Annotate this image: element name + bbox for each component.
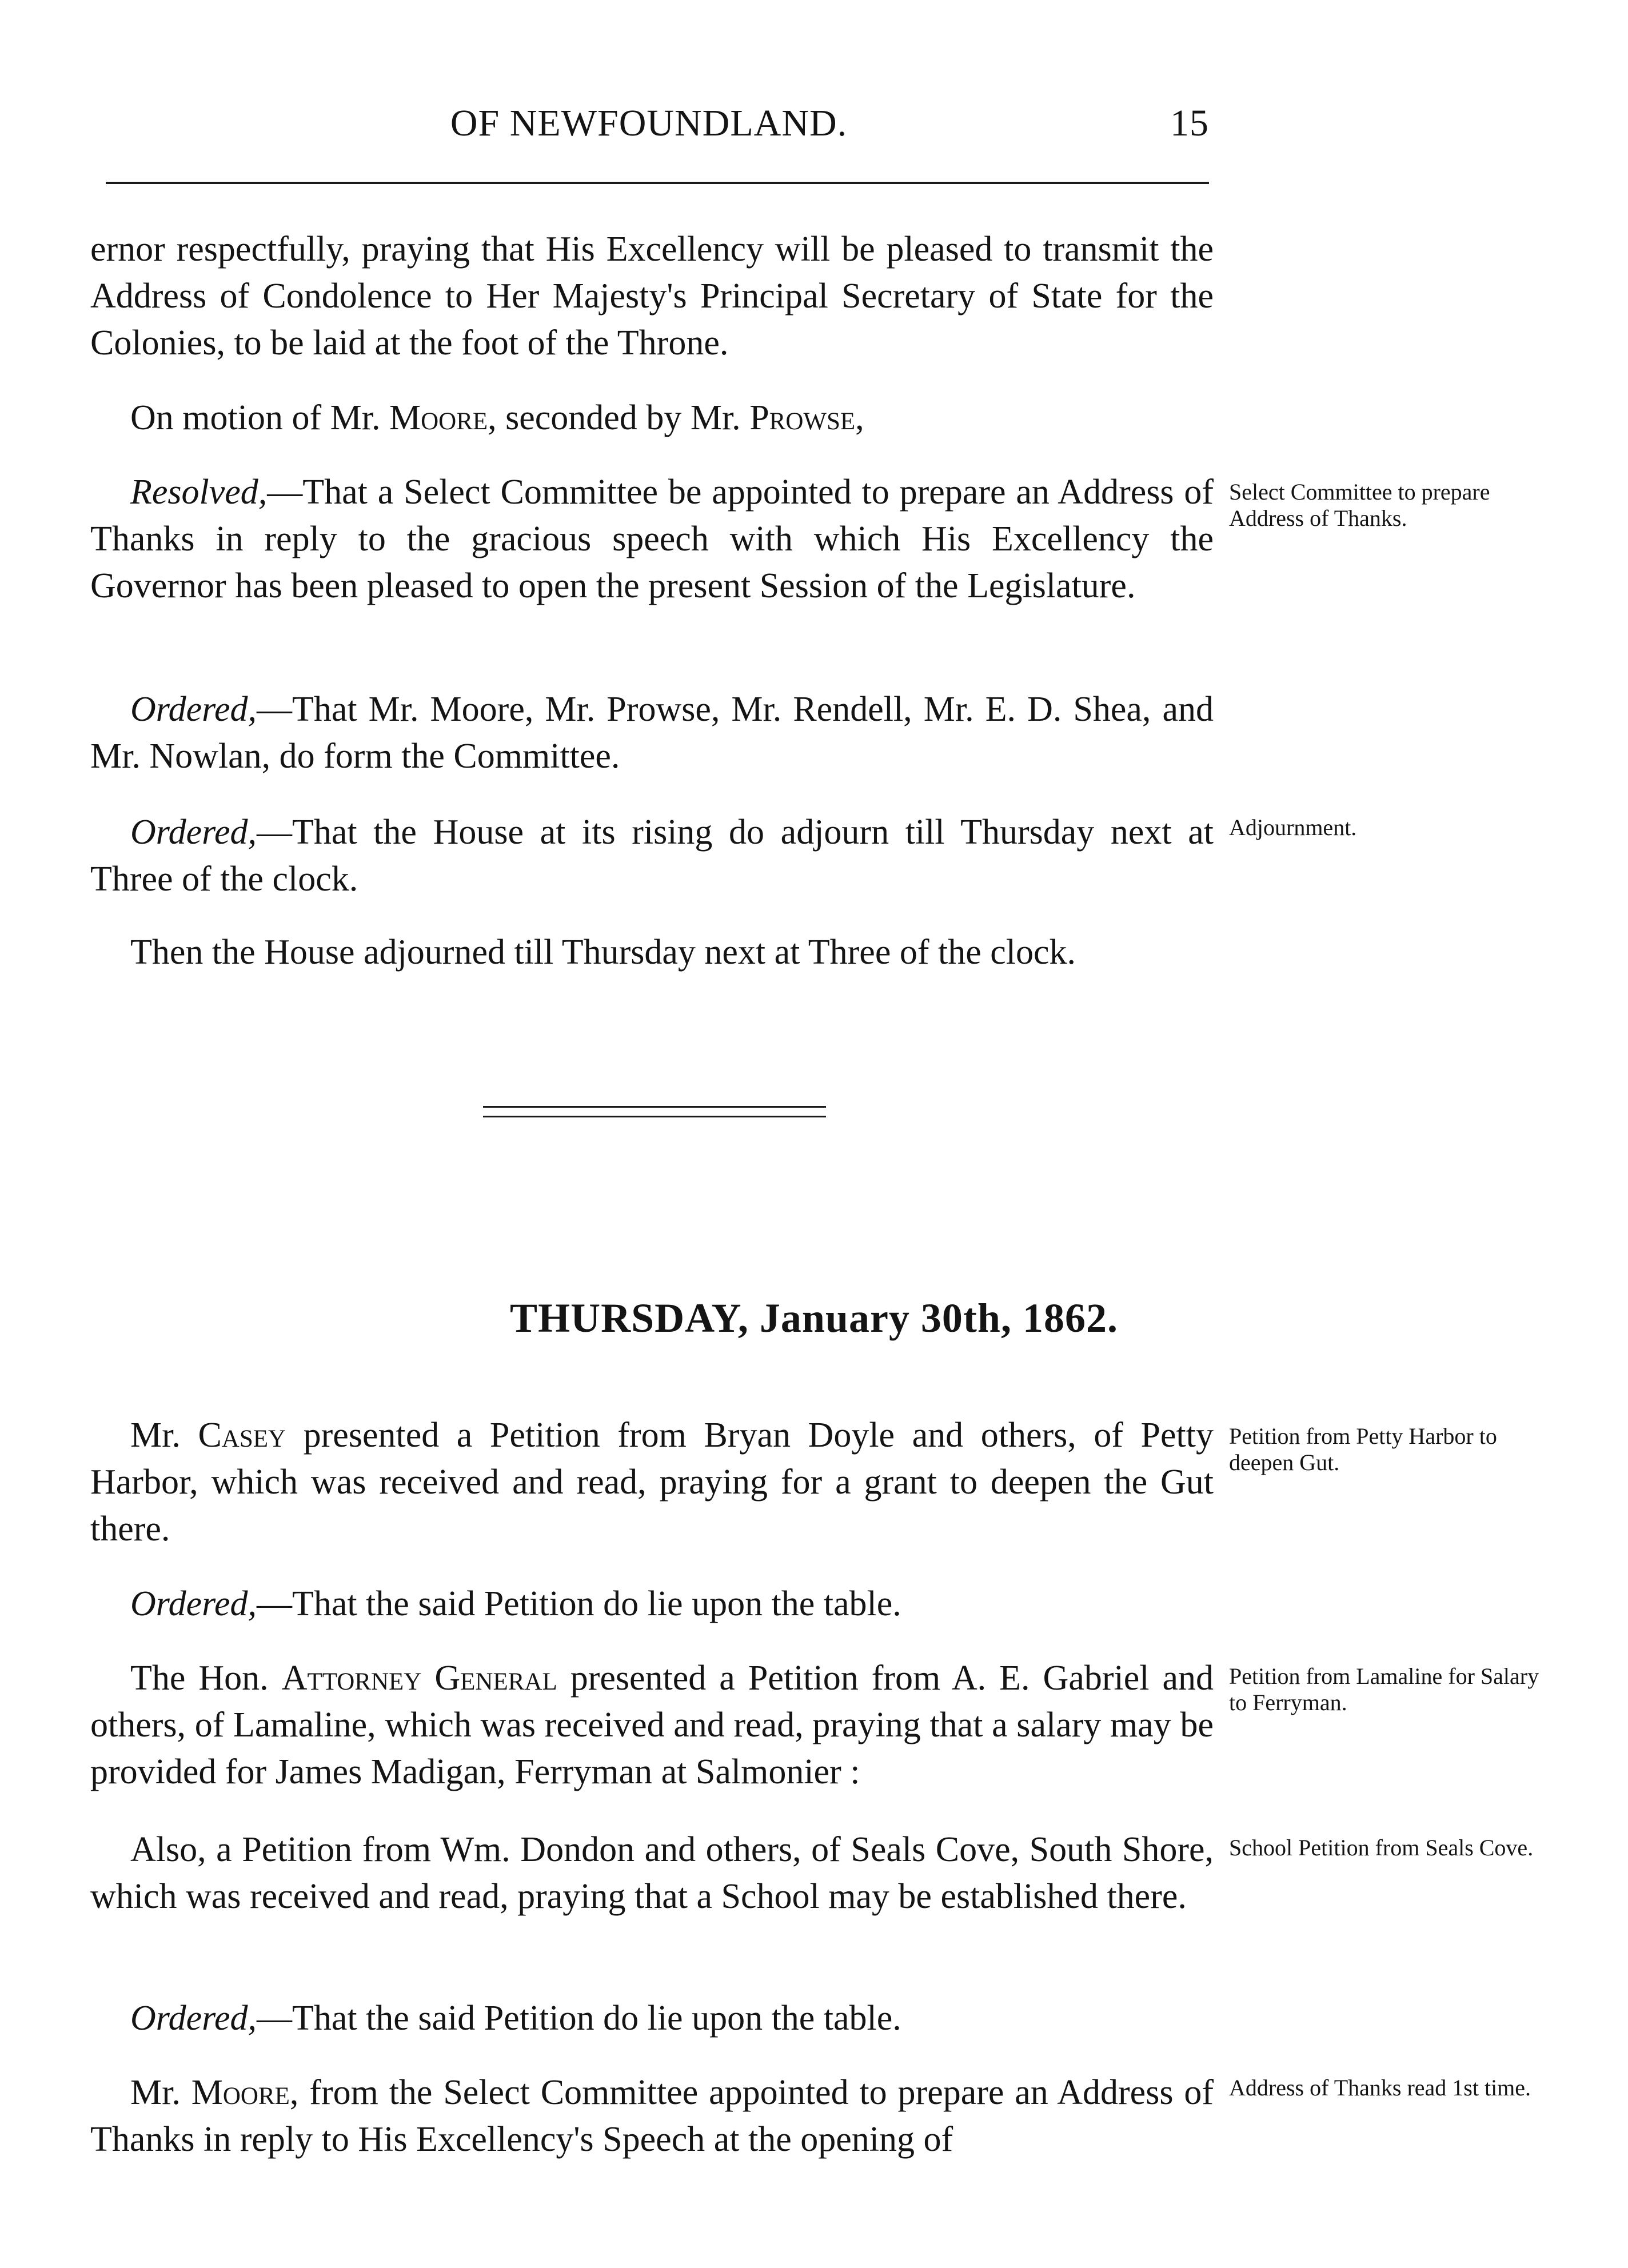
paragraph-seals-cove: Also, a Petition from Wm. Dondon and others, of Seals Cove, South Shore, which was received and read, praying that a School may be established there. (90, 1830, 1214, 1916)
margin-note-petty-harbor: Petition from Petty Harbor to deepen Gut. (1229, 1423, 1497, 1475)
running-header (89, 102, 1209, 153)
paragraph-ordered-lie-2: Ordered,—That the said Petition do lie upon the table. (130, 1999, 901, 2038)
paragraph-motion: On motion of Mr. Moore, seconded by Mr. Prowse, (130, 398, 864, 437)
margin-note-address-thanks: Address of Thanks read 1st time. (1229, 2075, 1531, 2101)
paragraph-ordered-lie-1: Ordered,—That the said Petition do lie upon the table. (130, 1584, 901, 1623)
date-heading: THURSDAY, January 30th, 1862. (510, 1295, 1118, 1341)
header-rule (106, 182, 1209, 184)
paragraph-continuation: ernor respectfully, praying that His Excellency will be pleased to transmit the Address of Condolence to Her Majesty's Principal Secretary of State for the Colonies, to be laid at the foot of the Throne. (90, 230, 1214, 362)
margin-note-seals-cove: School Petition from Seals Cove. (1229, 1835, 1534, 1860)
paragraph-moore-address: Mr. Moore, from the Select Committee appointed to prepare an Address of Thanks in reply to His Excellency's Speech at the opening of (90, 2073, 1214, 2159)
margin-note-select-committee: Select Committee to prepare Address of Thanks. (1229, 479, 1490, 531)
paragraph-ordered-committee: Ordered,—That Mr. Moore, Mr. Prowse, Mr. Rendell, Mr. E. D. Shea, and Mr. Nowlan, do form the Committee. (90, 690, 1214, 776)
margin-note-lamaline: Petition from Lamaline for Salary to Ferryman. (1229, 1663, 1539, 1715)
paragraph-ordered-adjourn: Ordered,—That the House at its rising do adjourn till Thursday next at Three of the clock. (90, 813, 1214, 899)
margin-note-adjournment: Adjournment. (1229, 814, 1357, 840)
section-separator (483, 1106, 826, 1117)
paragraph-casey-petition: Mr. Casey presented a Petition from Bryan Doyle and others, of Petty Harbor, which was received and read, praying for a grant to deepen the Gut there. (90, 1416, 1214, 1548)
paragraph-attorney-petition: The Hon. Attorney General presented a Petition from A. E. Gabriel and others, of Lamaline, which was received and read, praying that a salary may be provided for James Madigan, Ferryman at Salmonier : (90, 1659, 1214, 1791)
header-title: OF NEWFOUNDLAND. (450, 102, 848, 144)
paragraph-adjourned: Then the House adjourned till Thursday next at Three of the clock. (130, 933, 1076, 972)
paragraph-resolved: Resolved,—That a Select Committee be appointed to prepare an Address of Thanks in reply to the gracious speech with which His Excellency the Governor has been pleased to open the present Session of the Legislature. (90, 473, 1214, 605)
page-number: 15 (1170, 102, 1209, 144)
